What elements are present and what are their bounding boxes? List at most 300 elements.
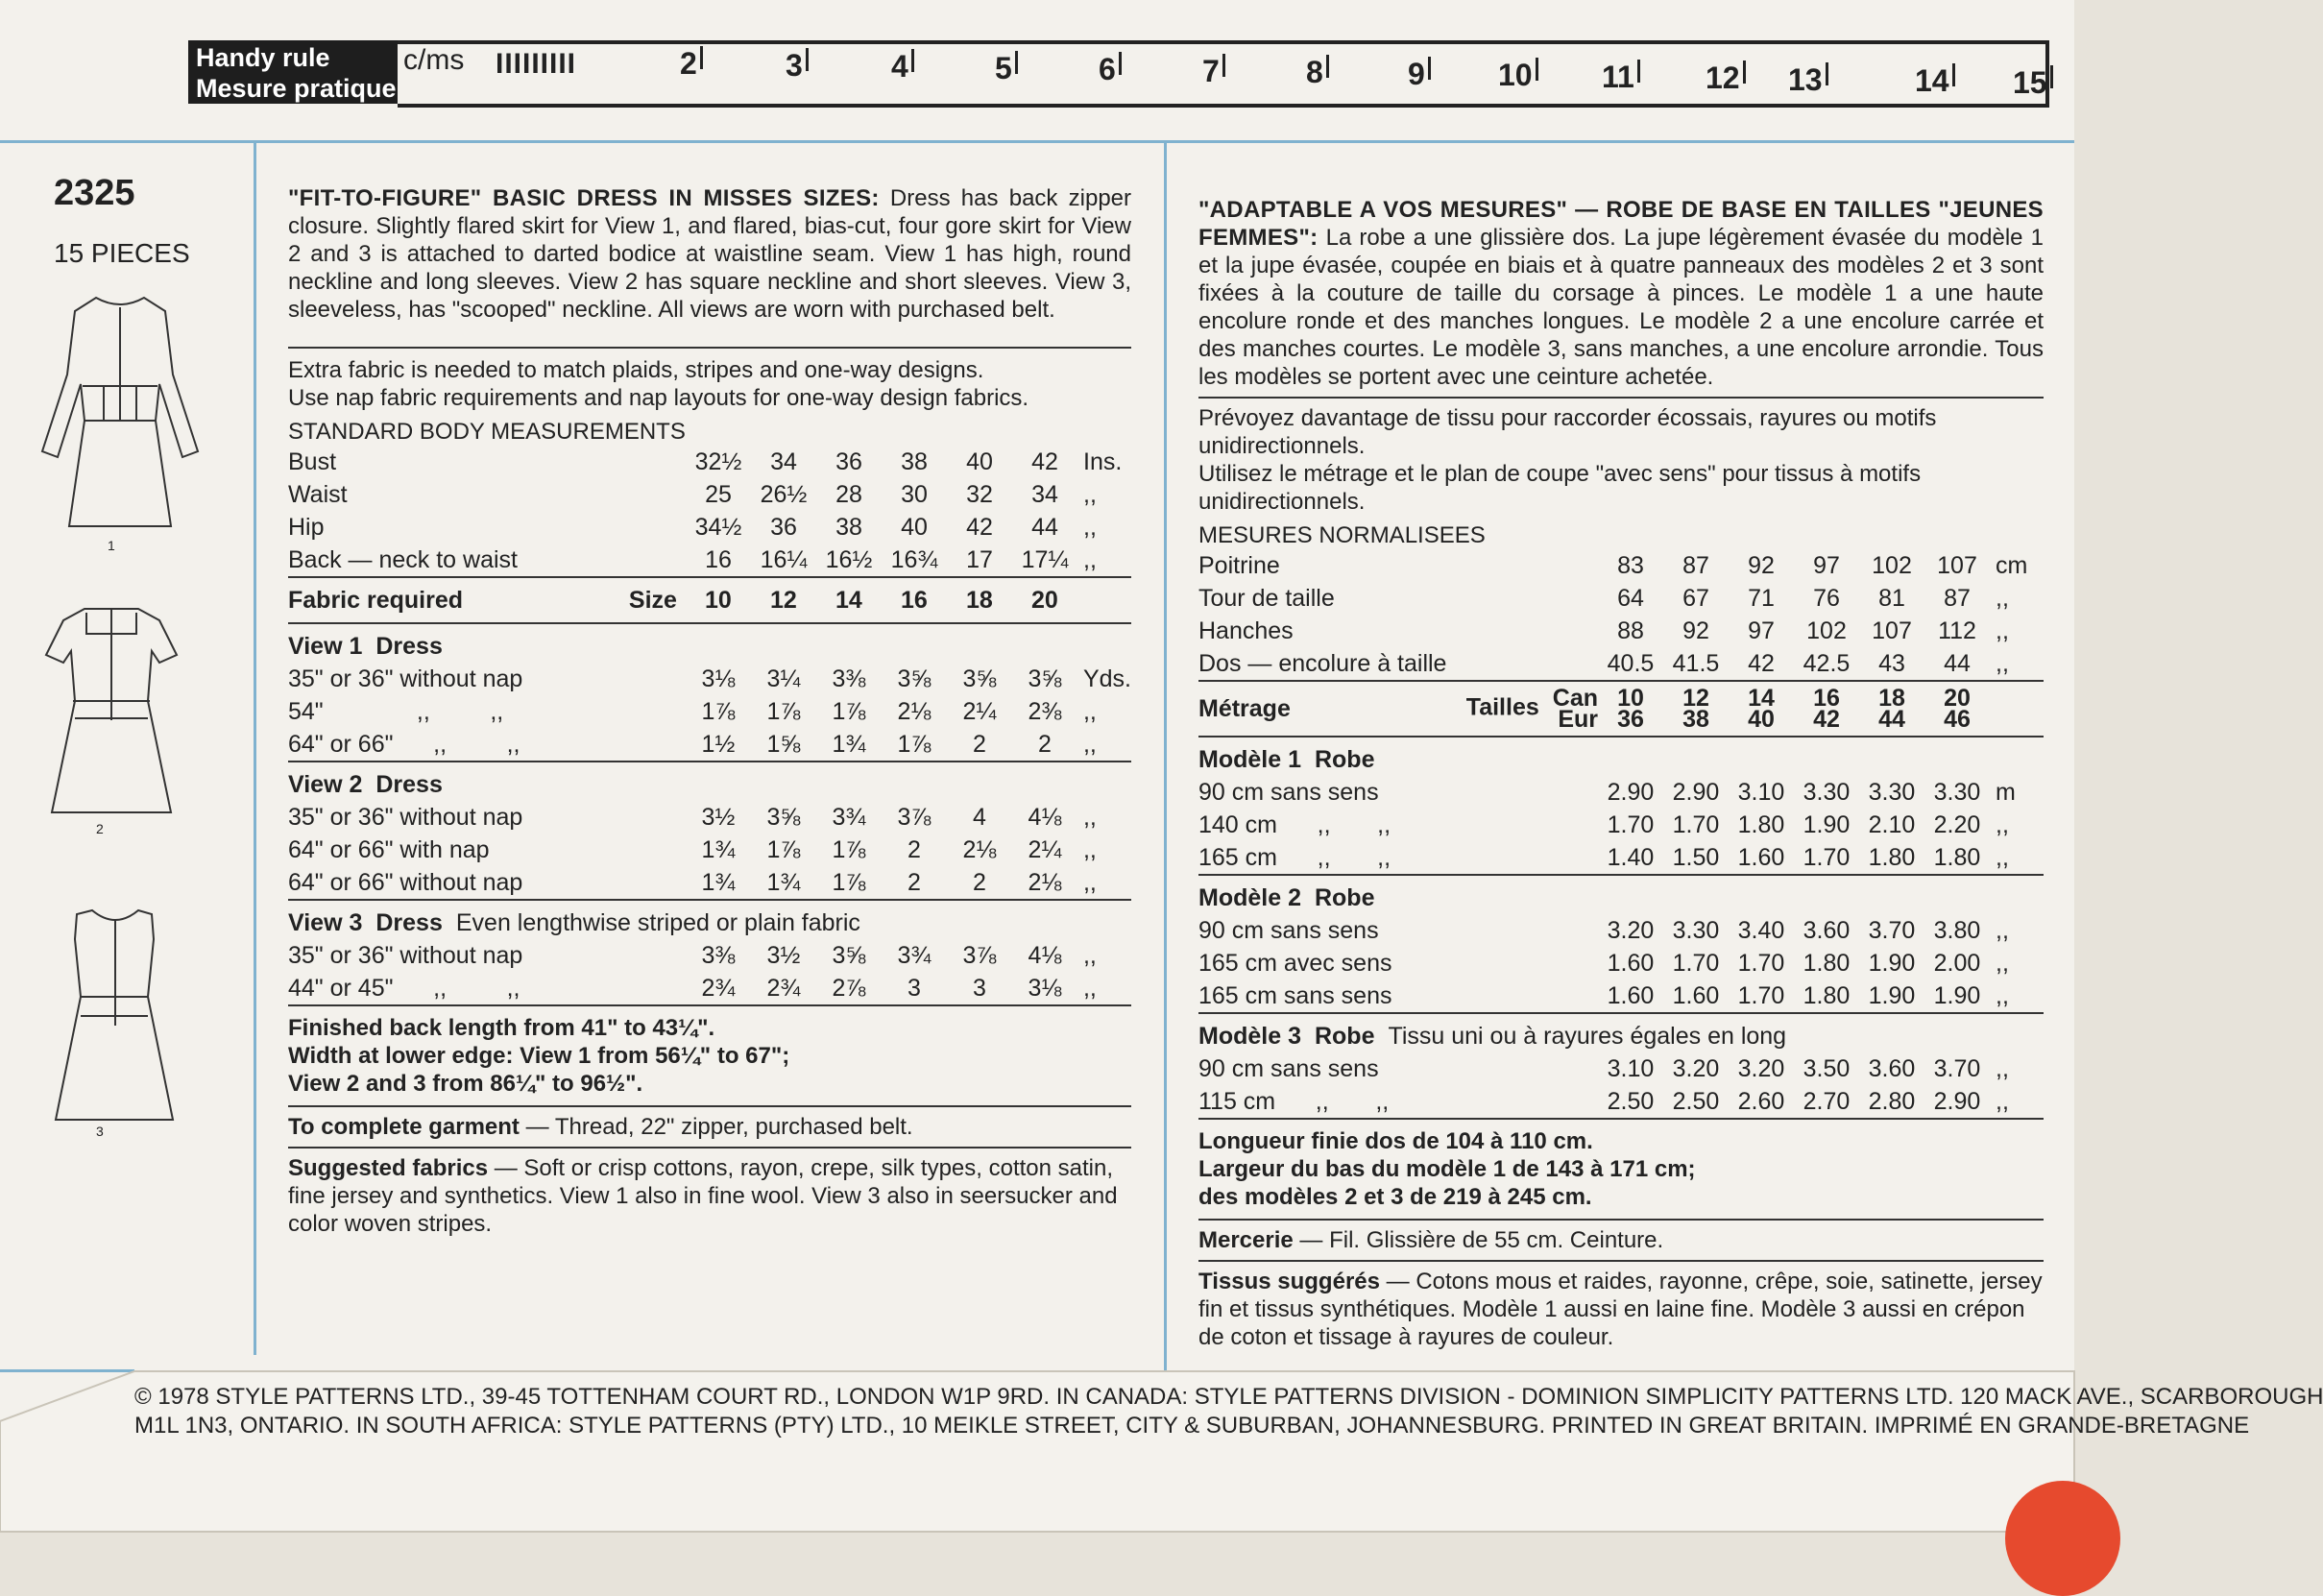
english-intro <box>288 184 1131 324</box>
measurement-row <box>288 544 1131 577</box>
fabric-unit: ,, <box>1082 803 1097 831</box>
fabric-label: 115 cm ,, ,, <box>1198 1085 1598 1119</box>
fabric-value: 3⅝ <box>766 803 801 831</box>
measurement-value: 40 <box>901 513 928 541</box>
measurement-value: 44 <box>1924 647 1990 681</box>
ruler-number: 5 <box>995 51 1018 86</box>
fabric-value: 3 <box>947 972 1012 1005</box>
fabric-value: 1½ <box>686 728 751 762</box>
size-value: 14 <box>816 584 882 623</box>
fabric-value: 1⅞ <box>766 835 801 863</box>
view-title: View 3 <box>288 908 363 936</box>
measurement-value: 44 <box>1031 513 1058 541</box>
measurement-value: 76 <box>1813 584 1840 612</box>
fabric-value: 3¾ <box>832 803 866 831</box>
divider <box>1198 397 2044 399</box>
size-value: 12 <box>751 584 816 623</box>
english-measurements-table <box>288 446 1131 578</box>
english-finished-2: Width at lower edge: View 1 from 56¼" to 67"; <box>288 1043 790 1069</box>
fabric-unit: Yds. <box>1082 665 1131 692</box>
fabric-view-heading <box>1198 1013 2044 1052</box>
size-eur: 44 <box>1878 706 1905 733</box>
fabric-value: 3.60 <box>1803 916 1851 944</box>
fabric-unit: ,, <box>1082 941 1097 969</box>
fabric-value: 3.20 <box>1672 1054 1720 1082</box>
fabric-label: 140 cm ,, ,, <box>1198 810 1391 838</box>
frame-top-line <box>0 140 2074 143</box>
fabric-value: 4⅛ <box>1028 941 1062 969</box>
ruler-number: 8 <box>1306 55 1329 90</box>
fabric-row <box>1198 1052 2044 1085</box>
eur-label: Eur <box>1558 706 1598 733</box>
can-eur-label <box>1552 685 1598 733</box>
fabric-label: 35" or 36" without nap <box>288 665 523 692</box>
size-can: 10 <box>1617 685 1644 712</box>
fabric-label: 165 cm sans sens <box>1198 979 1598 1013</box>
ruler-number: 15 <box>2013 65 2053 101</box>
fabric-value: 2.50 <box>1663 1085 1729 1119</box>
measurement-value: 83 <box>1617 551 1644 579</box>
french-fabric-table <box>1198 685 2044 1120</box>
fabric-value: 2.70 <box>1794 1085 1859 1119</box>
english-suggested <box>288 1154 1131 1238</box>
fabric-value: 1.50 <box>1663 841 1729 875</box>
fabric-value: 2¾ <box>686 972 751 1005</box>
measurement-label: Waist <box>288 480 348 508</box>
fabric-value: 2.20 <box>1933 810 1981 838</box>
fabric-header-row <box>1198 688 2044 737</box>
measurement-value: 71 <box>1748 584 1775 612</box>
size-value <box>1794 685 1859 737</box>
measurement-value: 32½ <box>694 447 742 475</box>
fabric-value: 1.60 <box>1598 979 1663 1013</box>
english-intro-body: Dress has back zipper closure. Slightly flared skirt for View 1, and flared, bias-cut, four gore skirt for View 2 and 3 is attached to darted bodice at waistline seam. View 1 has high, round neckline and long sleeves. View 2 has square neckline and short sleeves. View 3, sleeveless, has "scooped" neckline. All views are worn with purchased belt. <box>288 185 1132 323</box>
size-label <box>1406 685 1598 737</box>
fabric-label: 165 cm avec sens <box>1198 949 1392 977</box>
fabric-value: 3⅝ <box>1028 665 1062 692</box>
measurement-value: 88 <box>1617 617 1644 644</box>
view-title: Modèle 1 <box>1198 745 1301 773</box>
pattern-number: 2325 <box>54 173 135 213</box>
fabric-value: 2 <box>882 866 947 900</box>
fabric-label: 54" ,, ,, <box>288 697 504 725</box>
size-value: 10 <box>686 584 751 623</box>
french-finished-1: Longueur finie dos de 104 à 110 cm. <box>1198 1128 1593 1154</box>
fabric-value: 1¾ <box>701 835 736 863</box>
fabric-value: 2.10 <box>1868 810 1916 838</box>
english-fabric-table <box>288 584 1131 1006</box>
measurement-unit: ,, <box>1083 513 1097 541</box>
view-note: Even lengthwise striped or plain fabric <box>455 908 860 936</box>
view-heading <box>1198 875 2044 914</box>
fabric-value: 1.70 <box>1794 841 1859 875</box>
measurement-value: 102 <box>1806 617 1847 644</box>
measurement-value: 36 <box>835 447 862 475</box>
fabric-label: 90 cm sans sens <box>1198 1054 1379 1082</box>
fabric-unit: ,, <box>1996 949 2009 977</box>
measurement-value: 17¼ <box>1012 544 1077 577</box>
view-1-sketch <box>19 278 211 557</box>
size-eur: 42 <box>1813 706 1840 733</box>
view-heading <box>288 900 1131 939</box>
fabric-value: 1.70 <box>1672 949 1720 977</box>
english-notions-text: — Thread, 22" zipper, purchased belt. <box>519 1114 913 1140</box>
measurement-value: 17 <box>947 544 1012 577</box>
fabric-value: 1.80 <box>1794 979 1859 1013</box>
size-value: 20 <box>1012 584 1077 623</box>
fabric-value: 3.70 <box>1933 1054 1981 1082</box>
fabric-value: 3¼ <box>766 665 801 692</box>
french-intro <box>1198 196 2044 391</box>
measurement-value: 97 <box>1813 551 1840 579</box>
ruler-number: 13 <box>1788 62 1828 98</box>
french-note-1: Prévoyez davantage de tissu pour raccorder écossais, rayures ou motifs unidirectionnels. <box>1198 405 1937 459</box>
fabric-value: 1⅞ <box>832 697 866 725</box>
english-finished <box>288 1014 1131 1098</box>
ruler-number: 7 <box>1202 54 1225 89</box>
fabric-value: 1⅞ <box>832 835 866 863</box>
ruler-number: 3 <box>786 48 809 84</box>
fabric-row <box>1198 841 2044 875</box>
footer-line-1: © 1978 STYLE PATTERNS LTD., 39-45 TOTTENHAM COURT RD., LONDON W1P 9RD. IN CANADA: STYLE PATTERNS DIVISION - DOMINION SIMPLICITY PATTERNS LTD. 120 MACK AVE., SCARBOROUGH <box>134 1384 2323 1410</box>
frame-left-divider <box>254 140 256 1355</box>
ruler-number: 9 <box>1408 57 1431 92</box>
fabric-label: 165 cm ,, ,, <box>1198 841 1598 875</box>
fabric-value: 3⅜ <box>701 941 736 969</box>
fabric-row <box>288 801 1131 834</box>
size-label: Size <box>620 584 686 623</box>
english-notions-label: To complete garment <box>288 1114 520 1140</box>
fabric-value: 3 <box>882 972 947 1005</box>
measurement-value: 40 <box>966 447 993 475</box>
fabric-value: 1.90 <box>1803 810 1851 838</box>
fabric-value: 3¾ <box>897 941 932 969</box>
fabric-unit: ,, <box>1077 972 1131 1005</box>
french-note-2: Utilisez le métrage et le plan de coupe "avec sens" pour tissus à motifs unidirectionnels. <box>1198 461 1922 515</box>
measurement-value: 87 <box>1944 584 1971 612</box>
ruler-number: 4 <box>891 49 914 85</box>
size-value: 18 <box>947 584 1012 623</box>
fabric-value: 1.90 <box>1859 979 1924 1013</box>
fabric-value: 2¼ <box>1028 835 1062 863</box>
measurement-value: 42 <box>1031 447 1058 475</box>
measurement-value: 40.5 <box>1598 647 1663 681</box>
measurement-row <box>1198 647 2044 681</box>
measurement-value: 41.5 <box>1663 647 1729 681</box>
french-measurements-title: MESURES NORMALISEES <box>1198 522 1486 548</box>
size-eur: 38 <box>1682 706 1709 733</box>
fabric-value: 3.10 <box>1737 778 1785 806</box>
fabric-value: 1.70 <box>1672 810 1720 838</box>
fabric-value: 3½ <box>701 803 736 831</box>
view-heading <box>1198 737 2044 776</box>
can-label: Can <box>1552 685 1598 712</box>
fabric-value: 1.80 <box>1737 810 1785 838</box>
fabric-value: 2.80 <box>1859 1085 1924 1119</box>
fabric-title: Fabric required <box>288 584 620 623</box>
fabric-value: 1⅞ <box>816 866 882 900</box>
frame-center-divider <box>1164 140 1167 1383</box>
fabric-value: 2⅛ <box>962 835 997 863</box>
measurement-label: Hip <box>288 513 325 541</box>
view-note: Tissu uni ou à rayures égales en long <box>1388 1022 1787 1050</box>
fabric-row <box>1198 947 2044 979</box>
ruler-number: 6 <box>1099 52 1122 87</box>
size-value <box>1663 685 1729 737</box>
fabric-value: 1⅞ <box>766 697 801 725</box>
unit-spacer <box>1990 688 2044 737</box>
size-eur: 36 <box>1617 706 1644 733</box>
french-intro-body: La robe a une glissière dos. La jupe légèrement évasée du modèle 1 et la jupe évasée, coupée en biais et à quatre panneaux des modèles 2 et 3 sont fixées à la couture de taille du corsage à pinces. Le modèle 1 a une haute encolure ronde et des manches longues. Le modèle 2 a une encolure carrée et des manches courtes. Le modèle 3, sans manches, a une encolure arrondie. Tous les modèles se portent avec une ceinture achetée. <box>1198 225 2044 390</box>
size-can: 12 <box>1682 685 1709 712</box>
measurement-value: 16¼ <box>751 544 816 577</box>
measurement-value: 43 <box>1859 647 1924 681</box>
fabric-title: Métrage <box>1198 688 1406 737</box>
fabric-value: 2⅞ <box>816 972 882 1005</box>
divider <box>1198 1219 2044 1221</box>
measurement-value: 26½ <box>760 480 808 508</box>
fabric-value: 3.70 <box>1868 916 1916 944</box>
view-heading <box>1198 1013 2044 1052</box>
measurement-value: 92 <box>1748 551 1775 579</box>
fabric-row <box>288 939 1131 972</box>
fabric-unit: ,, <box>1990 1085 2044 1119</box>
measurement-value: 16½ <box>816 544 882 577</box>
red-corner-mark <box>2005 1481 2120 1596</box>
english-intro-title: "FIT-TO-FIGURE" BASIC DRESS IN MISSES SIZES: <box>288 185 880 211</box>
fabric-value: 1.70 <box>1729 979 1794 1013</box>
fabric-unit: ,, <box>1082 697 1097 725</box>
fabric-value: 2 <box>1012 728 1077 762</box>
measurement-value: 92 <box>1682 617 1709 644</box>
french-suggested <box>1198 1268 2044 1351</box>
size-can: 14 <box>1748 685 1775 712</box>
measurement-value: 16 <box>686 544 751 577</box>
measurement-value: 36 <box>770 513 797 541</box>
ruler-ticks: IIIIIIIII <box>496 48 577 80</box>
measurement-value: 42 <box>1729 647 1794 681</box>
measurement-row <box>1198 582 2044 615</box>
fabric-value: 3⅛ <box>1012 972 1077 1005</box>
fabric-value: 2.90 <box>1924 1085 1990 1119</box>
fabric-unit: ,, <box>1996 810 2009 838</box>
fabric-value: 3⅝ <box>962 665 997 692</box>
fabric-label: 90 cm sans sens <box>1198 778 1379 806</box>
measurement-value: 16¾ <box>882 544 947 577</box>
french-measurements-table <box>1198 549 2044 682</box>
fabric-value: 1.80 <box>1924 841 1990 875</box>
french-notions-text: — Fil. Glissière de 55 cm. Ceinture. <box>1293 1227 1664 1253</box>
fabric-value: 3.30 <box>1933 778 1981 806</box>
measurement-value: 28 <box>835 480 862 508</box>
measurement-unit: Ins. <box>1083 447 1123 475</box>
fabric-label: 64" or 66" without nap <box>288 866 686 900</box>
fabric-view-heading <box>288 900 1131 939</box>
fabric-value: 3⅝ <box>897 665 932 692</box>
fabric-value: 3⅛ <box>701 665 736 692</box>
measurement-value: 38 <box>901 447 928 475</box>
fabric-value: 3⅞ <box>897 803 932 831</box>
measurement-label: Bust <box>288 447 337 475</box>
ruler-label <box>188 40 398 104</box>
ruler-number: 10 <box>1498 58 1538 93</box>
fabric-value: 2.00 <box>1933 949 1981 977</box>
fabric-value: 3.30 <box>1803 778 1851 806</box>
english-note-2: Use nap fabric requirements and nap layouts for one-way design fabrics. <box>288 385 1029 411</box>
measurement-unit: ,, <box>1996 617 2009 644</box>
fabric-label: 64" or 66" with nap <box>288 835 490 863</box>
fabric-value: 3.20 <box>1737 1054 1785 1082</box>
fabric-value: 1.80 <box>1859 841 1924 875</box>
fabric-unit: m <box>1996 778 2016 806</box>
measurement-label: Back — neck to waist <box>288 544 686 577</box>
ruler-label-fr: Mesure pratique <box>196 74 397 103</box>
measurement-unit: cm <box>1996 551 2028 579</box>
measurement-value: 87 <box>1682 551 1709 579</box>
measurement-unit: ,, <box>1077 544 1131 577</box>
footer-line-2: M1L 1N3, ONTARIO. IN SOUTH AFRICA: STYLE PATTERNS (PTY) LTD., 10 MEIKLE STREET, CITY & SUBURBAN, JOHANNESBURG. PRINTED IN GREAT BRITAIN. IMPRIMÉ EN GRANDE-BRETAGNE <box>134 1413 2250 1439</box>
view-garment: Robe <box>1314 883 1375 911</box>
measurement-value: 42.5 <box>1794 647 1859 681</box>
measurement-label: Tour de taille <box>1198 584 1335 612</box>
french-suggested-label: Tissus suggérés <box>1198 1269 1380 1294</box>
view-heading <box>288 762 1131 801</box>
fabric-value: 1.60 <box>1663 979 1729 1013</box>
fabric-label: 35" or 36" without nap <box>288 941 523 969</box>
piece-count: 15 PIECES <box>54 238 190 268</box>
measurement-unit: ,, <box>1996 584 2009 612</box>
fabric-view-heading <box>1198 737 2044 776</box>
view-2-sketch <box>25 595 198 835</box>
fabric-row <box>288 728 1131 762</box>
fabric-value: 1.70 <box>1607 810 1655 838</box>
divider <box>288 347 1131 349</box>
fabric-value: 1.80 <box>1803 949 1851 977</box>
fabric-value: 2⅛ <box>897 697 932 725</box>
measurement-label: Poitrine <box>1198 551 1280 579</box>
measurement-value: 38 <box>835 513 862 541</box>
french-suggested-text: — Cotons mous et raides, rayonne, crêpe, soie, satinette, jersey fin et tissus synthétiques. Modèle 1 aussi en laine fine. Modèle 3 aussi en crépon de coton et tissage à rayures de couleur. <box>1198 1269 2043 1350</box>
view-2-label: 2 <box>96 821 104 836</box>
fabric-label: 44" or 45" ,, ,, <box>288 972 686 1005</box>
size-value <box>1924 685 1990 737</box>
size-label-text: Tailles <box>1465 693 1539 721</box>
fabric-value: 3.20 <box>1607 916 1655 944</box>
fabric-value: 2.50 <box>1598 1085 1663 1119</box>
view-heading <box>288 623 1131 663</box>
fabric-value: 1.60 <box>1729 841 1794 875</box>
view-garment: Dress <box>375 632 443 660</box>
fabric-value: 2 <box>947 728 1012 762</box>
fabric-unit: ,, <box>1996 1054 2009 1082</box>
divider <box>1198 1260 2044 1262</box>
view-garment: Robe <box>1314 1022 1375 1050</box>
fabric-unit: ,, <box>1082 835 1097 863</box>
fabric-value: 3.50 <box>1803 1054 1851 1082</box>
fabric-value: 4 <box>972 803 986 831</box>
fabric-value: 1.90 <box>1924 979 1990 1013</box>
french-notions-label: Mercerie <box>1198 1227 1294 1253</box>
french-finished-3: des modèles 2 et 3 de 219 à 245 cm. <box>1198 1184 1592 1210</box>
english-column <box>288 184 1131 1238</box>
measurement-value: 42 <box>966 513 993 541</box>
size-can: 18 <box>1878 685 1905 712</box>
ruler-unit: c/ms <box>403 44 465 76</box>
fabric-value: 3.30 <box>1672 916 1720 944</box>
ruler-number: 2 <box>680 46 703 82</box>
fabric-value: 2⅜ <box>1028 697 1062 725</box>
fabric-label: 35" or 36" without nap <box>288 803 523 831</box>
measurement-value: 107 <box>1872 617 1912 644</box>
fabric-value: 1.70 <box>1737 949 1785 977</box>
measurement-unit: ,, <box>1990 647 2044 681</box>
view-1-label: 1 <box>108 538 115 553</box>
measurement-value: 64 <box>1617 584 1644 612</box>
fabric-value: 1.60 <box>1607 949 1655 977</box>
fabric-header-row <box>288 584 1131 623</box>
view-garment: Dress <box>375 908 443 936</box>
measurement-value: 112 <box>1938 617 1976 644</box>
ruler-label-en: Handy rule <box>196 43 330 72</box>
fabric-value: 3⅞ <box>962 941 997 969</box>
french-intro-title: "ADAPTABLE A VOS MESURES" — ROBE DE BASE EN TAILLES "JEUNES FEMMES": <box>1198 197 2044 251</box>
divider <box>288 1105 1131 1107</box>
size-value: 16 <box>882 584 947 623</box>
ruler-number: 14 <box>1915 63 1955 99</box>
fabric-row <box>288 972 1131 1005</box>
view-title: Modèle 3 <box>1198 1022 1301 1050</box>
fabric-unit: ,, <box>1990 979 2044 1013</box>
fabric-value: 3⅝ <box>832 941 866 969</box>
fabric-unit: ,, <box>1996 916 2009 944</box>
fabric-unit: ,, <box>1077 866 1131 900</box>
english-finished-3: View 2 and 3 from 86¼" to 96½". <box>288 1071 643 1097</box>
view-3-sketch <box>29 901 202 1141</box>
fabric-row <box>288 663 1131 695</box>
fabric-value: 1.90 <box>1868 949 1916 977</box>
french-notions <box>1198 1226 2044 1254</box>
measurement-value: 102 <box>1872 551 1912 579</box>
measurement-row <box>1198 549 2044 582</box>
measurement-label: Hanches <box>1198 617 1294 644</box>
fabric-value: 2 <box>907 835 921 863</box>
fabric-value: 1¾ <box>816 728 882 762</box>
english-note-1: Extra fabric is needed to match plaids, stripes and one-way designs. <box>288 357 984 383</box>
measurement-row <box>288 478 1131 511</box>
french-finished <box>1198 1127 2044 1211</box>
view-title: View 2 <box>288 770 363 798</box>
size-value <box>1598 685 1663 737</box>
size-eur: 46 <box>1944 706 1971 733</box>
fabric-value: 2⅛ <box>1012 866 1077 900</box>
size-value <box>1859 685 1924 737</box>
size-value <box>1729 685 1794 737</box>
measurement-value: 32 <box>966 480 993 508</box>
fabric-value: 2.60 <box>1729 1085 1794 1119</box>
fabric-value: 4⅛ <box>1028 803 1062 831</box>
fabric-value: 2¼ <box>962 697 997 725</box>
fabric-label: 64" or 66" ,, ,, <box>288 728 686 762</box>
measurement-value: 67 <box>1682 584 1709 612</box>
size-can: 16 <box>1813 685 1840 712</box>
fabric-row <box>1198 979 2044 1013</box>
fabric-row <box>1198 1085 2044 1119</box>
measurement-row <box>288 446 1131 478</box>
fabric-value: 1⅞ <box>701 697 736 725</box>
fabric-value: 2 <box>947 866 1012 900</box>
french-finished-2: Largeur du bas du modèle 1 de 143 à 171 cm; <box>1198 1156 1696 1182</box>
fabric-value: 1⅞ <box>882 728 947 762</box>
